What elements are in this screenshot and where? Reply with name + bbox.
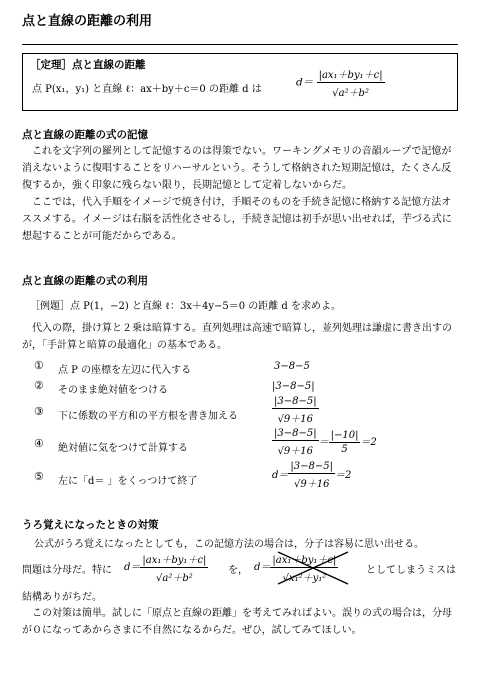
step-5-lhs: d＝: [272, 470, 289, 481]
correct-formula: [124, 551, 208, 584]
section3-heading: うろ覚えになったときの対策: [22, 519, 159, 531]
step-2-formula: |3−8−5|: [272, 381, 315, 392]
page-title: 点と直線の距離の利用: [22, 14, 153, 29]
step-4-text: 絶対値に気をつけて計算する: [58, 443, 188, 454]
step-4-numerator-2: |−10|: [330, 430, 359, 441]
step-3-number: ③: [34, 405, 44, 418]
section3-line-1: 公式がうろ覚えになったとしても，この記憶方法の場合は，分子は容易に思い出せる。: [34, 539, 424, 550]
theorem-formula: [296, 66, 385, 99]
step-4-denominator-2: 5: [341, 444, 348, 455]
step-3-text: 下に係数の平方和の平方根を書き加える: [58, 411, 238, 422]
section1-paragraph-1: これを文字列の羅列として記憶するのは得策でない。ワーキングメモリの音韻ループで記憶が消えないように復唱することをリハーサルという。そうして格納された短期記憶は，たくさん反復するか，強く印象に残らない限り，長期記憶として定着しないからだ。: [22, 146, 452, 191]
section1-body: [22, 143, 460, 245]
section3-line-3: 結構ありがちだ。: [22, 592, 102, 603]
step-2-number: ②: [34, 379, 44, 392]
correct-lhs: d＝: [124, 562, 141, 573]
step-4-denominator: √9＋16: [277, 446, 314, 457]
theorem-heading: ［定理］点と直線の距離: [30, 59, 146, 71]
wrong-lhs: d＝: [254, 562, 271, 573]
formula-denominator: √a²＋b²: [332, 88, 369, 99]
section1-paragraph-2: ここでは，代入手順をイメージで焼き付け，手順そのものを手続き記憶に格納する記憶方法オススメする。イメージは右脳を活性化させるし，手続き記憶は初手が思い出せれば，芋づる式に想起することが可能だからである。: [22, 197, 452, 242]
formula-numerator: |ax₁＋by₁＋c|: [317, 66, 385, 83]
step-3-denominator: √9＋16: [277, 414, 314, 425]
example-problem: ［例題］点 P(1，−2) と直線 ℓ：3x＋4y−5＝0 の距離 d を求めよ。: [30, 301, 342, 312]
formula-fraction: [317, 66, 385, 99]
section2-paragraph: 代入の際，掛け算と２乗は暗算する。直列処理は高速で暗算し，並列処理は謙虚に書き出すのが，「手計算と暗算の最適化」の基本である。: [22, 323, 452, 351]
step-5-result: ＝2: [335, 470, 352, 481]
theorem-statement: 点 P(x₁，y₁) と直線 ℓ：ax＋by＋c＝0 の距離 d は: [32, 84, 262, 95]
step-2-text: そのまま絶対値をつける: [58, 385, 168, 396]
step-5-denominator: √9＋16: [293, 479, 330, 490]
step-3-formula: [272, 396, 319, 425]
title-divider: [22, 44, 458, 45]
step-4-result: ＝2: [360, 437, 377, 448]
correct-denominator: √a²＋b²: [156, 573, 193, 584]
section1-heading: 点と直線の距離の式の記憶: [22, 129, 148, 141]
step-1-number: ①: [34, 359, 44, 372]
step-5-numerator: |3−8−5|: [290, 461, 333, 472]
correct-numerator: |ax₁＋by₁＋c|: [140, 551, 208, 568]
step-4-numerator: |3−8−5|: [274, 428, 317, 439]
section3-paragraph: この対策は簡単。試しに「原点と直線の距離」を考えてみればよい。誤りの式の場合は，分母が０になってあからさまに不自然になるからだ。ぜひ，試してみてほしい。: [22, 608, 452, 636]
step-4-number: ④: [34, 437, 44, 450]
section2-body: [22, 320, 460, 354]
formula-lhs: d＝: [296, 76, 314, 89]
step-5-number: ⑤: [34, 470, 44, 483]
section3-body: [22, 605, 460, 639]
step-4-formula: [272, 428, 377, 457]
step-5-text: 左に「d＝ 」をくっつけて終了: [58, 476, 198, 487]
step-1-formula: 3−8−5: [274, 361, 310, 372]
step-5-formula: [272, 461, 351, 490]
section2-heading: 点と直線の距離の式の利用: [22, 275, 148, 287]
step-3-numerator: |3−8−5|: [274, 396, 317, 407]
wrong-numerator: |ax₁＋by₁＋c|: [270, 551, 338, 568]
step-4-equals: ＝: [318, 437, 329, 448]
wrong-formula-cross-mark: [276, 550, 350, 586]
section3-line-2a: 問題は分母だ。特に: [22, 565, 112, 576]
section3-line-2c: としてしまうミスは: [366, 565, 456, 576]
wrong-denominator: √x₁²＋y₁²: [282, 573, 327, 584]
section3-line-2b: を，: [228, 565, 248, 576]
step-1-text: 点 P の座標を左辺に代入する: [58, 365, 192, 376]
